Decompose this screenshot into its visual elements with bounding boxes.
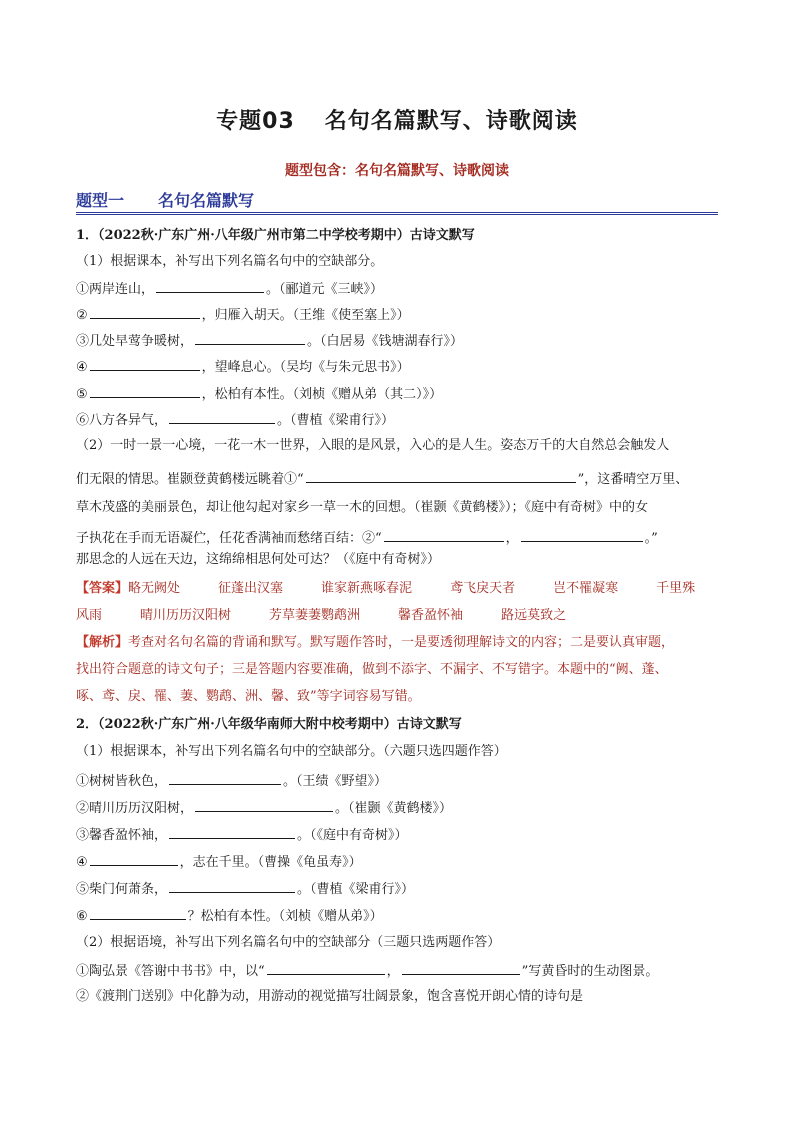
answer-blank[interactable] (156, 278, 264, 293)
page-title (0, 104, 794, 135)
answer-blank[interactable] (521, 527, 643, 542)
answer-blank[interactable] (402, 960, 520, 975)
section-heading (76, 188, 718, 215)
q2-item-2: ②晴川历历汉阳树， 。（崔颢《黄鹤楼》） (76, 797, 734, 819)
analysis-line-1: 【解析】考查对名句名篇的背诵和默写。默写题作答时，一是要透彻理解诗文的内容；二是要认真审题， (76, 635, 675, 650)
title-topic-name: 名句名篇默写、诗歌阅读 (324, 109, 578, 134)
analysis-line-3: 啄、鸢、戾、罹、萋、鹦鹉、洲、馨、致”等字词容易写错。 (76, 689, 421, 704)
answer-blank[interactable] (169, 770, 281, 785)
answer-blank[interactable] (90, 383, 200, 398)
answer-line-1: 【答案】略无阙处 征蓬出汉塞 谁家新燕啄春泥 鸢飞戾天者 岂不罹凝寒 千里殊 (76, 581, 696, 596)
q2-sub-1: ①陶弘景《答谢中书书》中，以“ ， ”写黄昏时的生动图景。 (76, 960, 734, 982)
q1-item-2: ② ，归雁入胡天。（王维《使至塞上》） (76, 304, 734, 326)
answer-tag: 【答案】 (76, 581, 129, 596)
q2-item-4: ④ ，志在千里。（曹操《龟虽寿》） (76, 851, 734, 873)
answer-blank[interactable] (267, 960, 385, 975)
answer-blank[interactable] (90, 304, 200, 319)
title-topic-number: 专题03 (216, 109, 295, 134)
question-2-part2: （2）根据语境，补写出下列名篇名句中的空缺部分（三题只选两题作答） (76, 935, 501, 950)
q1-part2-line3: 草木茂盛的美丽景色，却让他勾起对家乡一草一木的回想。（崔颢《黄鹤楼》）；《庭中有奇树》中的女 (76, 500, 649, 515)
question-2-title: 2．（2022秋·广东广州·八年级华南师大附中校考期中）古诗文默写 (76, 717, 462, 732)
answer-blank[interactable] (90, 851, 178, 866)
answer-blank[interactable] (169, 824, 295, 839)
answer-blank[interactable] (306, 468, 576, 483)
question-1-title: 1．（2022秋·广东广州·八年级广州市第二中学校考期中）古诗文默写 (76, 228, 475, 243)
q1-part2-line4: 子执花在手而无语凝伫，任花香满袖而愁绪百结：②“ ， 。” (76, 527, 734, 549)
q2-item-6: ⑥ ？松柏有本性。（刘桢《赠从弟》） (76, 905, 734, 927)
q1-item-1: ①两岸连山， 。（郦道元《三峡》） (76, 278, 734, 300)
q2-sub-2: ②《渡荆门送别》中化静为动，用游动的视觉描写壮阔景象，饱含喜悦开朗心情的诗句是 (76, 989, 584, 1004)
answer-blank[interactable] (90, 905, 186, 920)
q2-item-5: ⑤柴门何萧条， 。（曹植《梁甫行》） (76, 878, 734, 900)
q1-part2-line1: （2）一时一景一心境，一花一木一世界，入眼的是风景，入心的是人生。姿态万千的大自然总会触发人 (76, 438, 670, 453)
q1-item-4: ④ ，望峰息心。（吴均《与朱元思书》） (76, 356, 734, 378)
analysis-tag: 【解析】 (76, 635, 129, 650)
answer-line-2: 风雨 晴川历历汉阳树 芳草萋萋鹦鹉洲 馨香盈怀袖 路远莫致之 (76, 608, 567, 623)
q2-item-3: ③馨香盈怀袖， 。（《庭中有奇树》） (76, 824, 734, 846)
answer-blank[interactable] (195, 797, 333, 812)
answer-blank[interactable] (169, 878, 295, 893)
section-name: 名句名篇默写 (158, 191, 255, 210)
question-1-part1: （1）根据课本，补写出下列名篇名句中的空缺部分。 (76, 254, 384, 269)
analysis-line-2: 找出符合题意的诗文句子；三是答题内容要准确，做到不添字、不漏字、不写错字。本题中的“阙、蓬、 (76, 662, 668, 677)
answer-blank[interactable] (195, 330, 305, 345)
q1-part2-line5: 那思念的人远在天边，这绵绵相思何处可达？（《庭中有奇树》） (76, 552, 441, 567)
section-label: 题型一 (76, 191, 125, 210)
answer-blank[interactable] (384, 527, 504, 542)
page-subtitle: 题型包含：名句名篇默写、诗歌阅读 (285, 163, 509, 179)
q2-item-1: ①树树皆秋色， 。（王绩《野望》） (76, 770, 734, 792)
question-2-part1: （1）根据课本，补写出下列名篇名句中的空缺部分。（六题只选四题作答） (76, 744, 507, 759)
q1-part2-line2: 们无限的情思。崔颢登黄鹤楼远眺着①“ ”，这番晴空万里、 (76, 468, 734, 490)
answer-blank[interactable] (90, 356, 200, 371)
q1-item-3: ③几处早莺争暖树， 。（白居易《钱塘湖春行》） (76, 330, 734, 352)
q1-item-5: ⑤ ，松柏有本性。（刘桢《赠从弟（其二）》） (76, 383, 734, 405)
q1-item-6: ⑥八方各异气， 。（曹植《梁甫行》） (76, 409, 734, 431)
answer-blank[interactable] (169, 409, 275, 424)
